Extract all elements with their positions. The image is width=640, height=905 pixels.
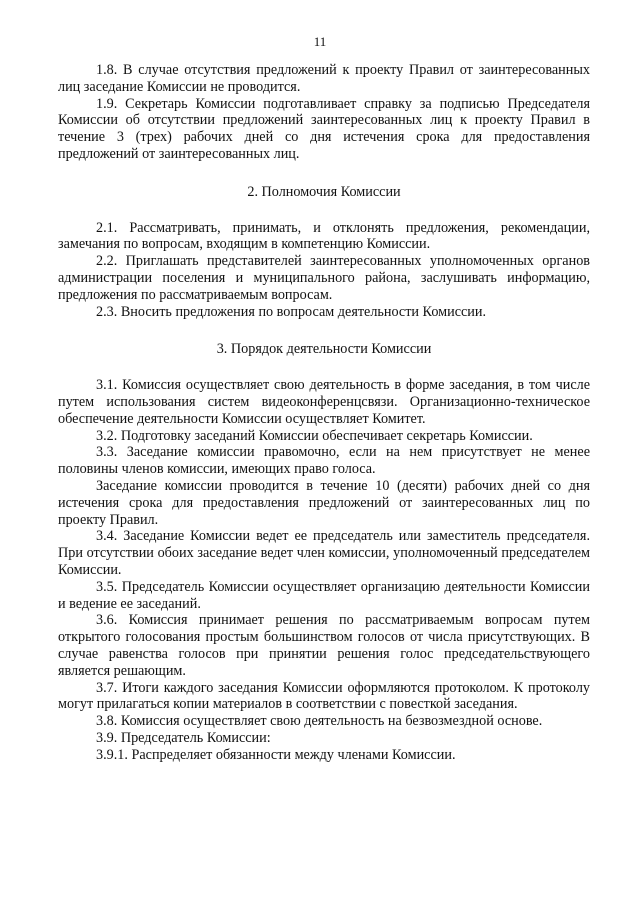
paragraph-3-6: 3.6. Комиссия принимает решения по рассматриваемым вопросам путем открытого голосования простым большинством голосов от числа присутствующих. В случае равенства голосов при принятии решения голос председательствующего является решающим. — [58, 612, 590, 679]
paragraph-3-1: 3.1. Комиссия осуществляет свою деятельность в форме заседания, в том числе путем использования систем видеоконференцсвязи. Организационно-техническое обеспечение деятельности Комиссии осуществляет Комитет. — [58, 377, 590, 427]
paragraph-2-1: 2.1. Рассматривать, принимать, и отклонять предложения, рекомендации, замечания по вопросам, входящим в компетенцию Комиссии. — [58, 219, 590, 253]
section-heading-3: 3. Порядок деятельности Комиссии — [216, 341, 432, 358]
paragraph-3-4: 3.4. Заседание Комиссии ведет ее председатель или заместитель председателя. При отсутствии обоих заседание ведет член комиссии, уполномоченный председателем Комиссии. — [58, 528, 590, 578]
paragraph-3-5: 3.5. Председатель Комиссии осуществляет организацию деятельности Комиссии и ведение ее заседаний. — [58, 578, 590, 612]
paragraph-3-9-1: 3.9.1. Распределяет обязанности между членами Комиссии. — [96, 746, 456, 763]
paragraph-2-2: 2.2. Приглашать представителей заинтересованных уполномоченных органов администрации поселения и муниципального района, заслушивать информацию, предложения по рассматриваемым вопросам. — [58, 253, 590, 303]
paragraph-1-8: 1.8. В случае отсутствия предложений к проекту Правил от заинтересованных лиц заседание Комиссии не проводится. — [58, 62, 590, 95]
paragraph-2-3: 2.3. Вносить предложения по вопросам деятельности Комиссии. — [96, 303, 487, 320]
paragraph-3-3: 3.3. Заседание комиссии правомочно, если на нем присутствует не менее половины членов комиссии, имеющих право голоса. — [58, 444, 590, 478]
paragraph-3-7: 3.7. Итоги каждого заседания Комиссии оформляются протоколом. К протоколу могут прилагаться копии материалов в соответствии с повесткой заседания. — [58, 679, 590, 713]
section-heading-2: 2. Полномочия Комиссии — [247, 183, 401, 200]
paragraph-3-9: 3.9. Председатель Комиссии: — [96, 729, 271, 746]
paragraph-1-9: 1.9. Секретарь Комиссии подготавливает справку за подписью Председателя Комиссии об отсутствии предложений заинтересованных лиц к проекту Правил в течение 3 (трех) рабочих дней со дня истечения срока для предоставления предложений от заинтересованных лиц. — [58, 95, 590, 162]
page-number: 11 — [313, 34, 327, 49]
paragraph-3-8: 3.8. Комиссия осуществляет свою деятельность на безвозмездной основе. — [96, 713, 543, 730]
document-body — [58, 62, 590, 763]
paragraph-3-3-meeting-term: Заседание комиссии проводится в течение 10 (десяти) рабочих дней со дня истечения срока для предоставления предложений от заинтересованных лиц по проекту Правил. — [58, 477, 590, 528]
paragraph-3-2: 3.2. Подготовку заседаний Комиссии обеспечивает секретарь Комиссии. — [96, 427, 533, 444]
